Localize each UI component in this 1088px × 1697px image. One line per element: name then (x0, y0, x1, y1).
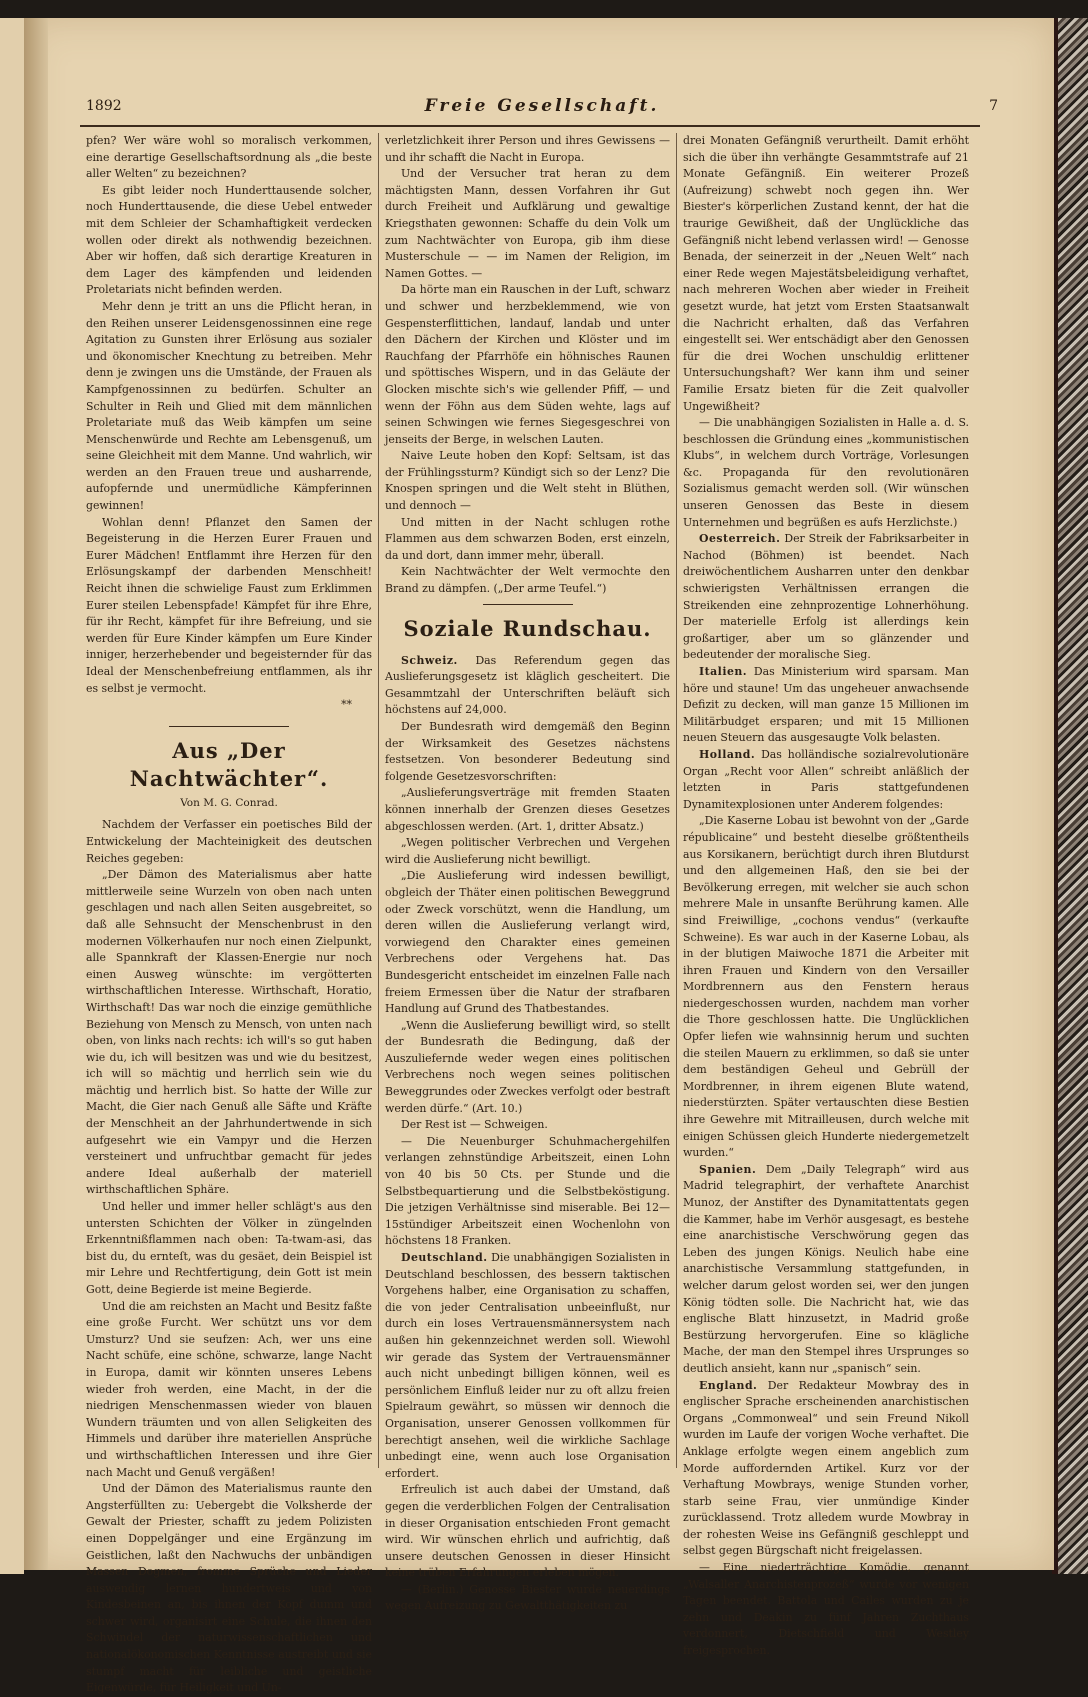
paragraph (683, 1378, 969, 1561)
paragraph-text: Das Referendum gegen das Auslieferungsgesetz ist kläglich gescheitert. Die Gesammtzahl der Unterschriften beläuft sich höchstens auf 24,000. (385, 653, 670, 717)
paragraph-text: Der Redakteur Mowbray des in englischer Sprache erscheinenden anarchistischen Organs „Commonweal“ und sein Freund Nikoll wurden im Laufe der vorigen Woche verhaftet. Die Anklage erfolgte wegen einem angeblich zum Morde auffordernden Artikel. Kurz vor der Verhaftung Mowbrays, wenige Stunden vorher, starb seine Frau, vier unmündige Kinder zurücklassend. Trotz alledem wurde Mowbray in der rohesten Weise ins Gefängniß geschleppt und selbst gegen Bürgschaft nicht freigelassen. (683, 1378, 969, 1558)
paragraph: Und heller und immer heller schlägt's aus den untersten Schichten der Völker in züngelnden Erkenntnißflammen nach oben: Ta-twam-asi, das bist du, du ernteſt, was du gesäet, dein Beispiel ist mir Lehre und Rechtfertigung, dein Gott ist mein Gott, deine Begierde ist meine Begierde. (86, 1200, 372, 1296)
paragraph (683, 664, 969, 747)
paragraph: „Die Kaserne Lobau ist bewohnt von der „Garde républicaine“ und besteht dieselbe größtentheils aus Korsikanern, berüchtigt durch ihren Blutdurst und den allgemeinen Haß, den sie bei der Bevölkerung erregen, mit welcher sie auch schon mehrere Male in unsanfte Berührung kamen. Alle sind Freiwillige, „cochons vendus“ (verkaufte Schweine). Es war auch in der Kaserne Lobau, als in der blutigen Maiwoche 1871 die Arbeiter mit ihren Frauen und Kindern von den Versailler Mordbrennern aus den Fenstern heraus niedergeschossen wurden, nachdem man vorher die Thore geschlossen hatte. Die Unglücklichen Opfer liefen wie wahnsinnig herum und suchten die steilen Mauern zu erklimmen, so daß sie unter dem beständigen Geheul und Gebrüll der Mordbrenner, in ihrem eigenen Blute watend, niederstürzten. Später vertauschten diese Bestien ihre Gewehre mit Mitrailleusen, durch welche mit einigen Schüssen gleich Hunderte niedergemetzelt wurden.“ (683, 814, 969, 1160)
header-year: 1892 (86, 98, 122, 114)
paragraph (385, 1250, 670, 1482)
paragraph: pfen? Wer wäre wohl so moralisch verkommen, eine derartige Gesellschaftsordnung als „die beste aller Welten“ zu bezeichnen? (86, 134, 372, 181)
author-stars: ** (341, 698, 352, 712)
separator-rule (483, 604, 573, 605)
country-heading: Deutschland. (401, 1251, 488, 1264)
section-title: Soziale Rundschau. (403, 615, 652, 641)
paragraph: Da hörte man ein Rauschen in der Luft, schwarz und schwer und herzbeklemmend, wie von Gespensterflittichen, landauf, landab und unter den Dächern der Kirchen und Klöster und im Rauchfang der Pfarrhöfe ein höhnisches Raunen und spöttisches Wispern, und in das Geläute der Glocken mischte sich's wie gellender Pfiff, — und wenn der Föhn aus dem Süden wehte, lags auf seinen Schwingen wie fernes Siegesgeschrei von jenseits der Berge, in welschen Lauten. (385, 283, 670, 446)
paragraph (683, 531, 969, 664)
paragraph (385, 653, 670, 719)
paragraph: Der Rest ist — Schweigen. (401, 1118, 548, 1132)
country-heading: Spanien. (699, 1162, 757, 1176)
paragraph-text: Die unabhängigen Sozialisten in Deutschland beschlossen, des bessern taktischen Vorgehens halber, eine Organisation zu schaffen, die von jeder Centralisation unbeeinflußt, nur durch ein loses Vertrauensmännersystem nach außen hin gekennzeichnet werden soll. Wiewohl wir gerade das System der Vertrauensmänner auch nicht unbedingt billigen können, weil es persönlichem Einfluß leider nur zu oft allzu freien Spielraum gewährt, so müssen wir dennoch die Organisation, unserer Genossen vollkommen für berechtigt ansehen, weil die wirkliche Sachlage unbedingt eine, wenn auch lose Organisation erfordert. (385, 1251, 670, 1480)
country-heading: England. (699, 1378, 758, 1392)
paragraph (385, 564, 670, 597)
paragraph (683, 747, 969, 813)
paragraph: — (Berlin.) Genosse Biester wurde neuerdings wegen Aufreizung zu Gewaltthätigkeiten zu (385, 1582, 670, 1613)
paragraph-text: Kein Nachtwächter der Welt vermochte den Brand zu dämpfen. (385, 565, 670, 596)
column-3 (683, 133, 969, 1660)
paragraph: Erfreulich ist auch dabei der Umstand, daß gegen die verderblichen Folgen der Centralisation in dieser Organisation entschieden Front gemacht wird. Wir wünschen ehrlich und aufrichtig, daß unsere deutschen Genossen in dieser Hinsicht keine trüben Erfahrungen erleben mögen. (385, 1483, 670, 1580)
separator-rule (169, 726, 289, 727)
book-cover-edge (1052, 18, 1088, 1574)
article-title: Aus „Der Nachtwächter“. (129, 737, 329, 791)
column-divider (378, 133, 379, 1468)
paragraph: Es gibt leider noch Hunderttausende solcher, noch Hunderttausende, die diese Uebel entweder mit dem Schleier der Schamhaftigkeit verdecken wollen oder direkt als nothwendig bezeichnen. Aber wir hoffen, daß sich derartige Kreaturen in dem Lager des kämpfenden und leidenden Proletariats nicht befinden werden. (86, 183, 372, 297)
paragraph: Der Bundesrath wird demgemäß den Beginn der Wirksamkeit des Gesetzes nächstens festsetzen. Von besonderer Bedeutung sind folgende Gesetzesvorschriften: (385, 720, 670, 783)
article-author: Von M. G. Conrad. (180, 796, 278, 809)
paragraph-text: Das Ministerium wird sparsam. Man höre und staune! Um das ungeheuer anwachsende Defizit zu decken, will man ganze 15 Millionen im Militärbudget ersparen; und mit 15 Millionen neuen Steuern das ausgesaugte Volk belasten. (683, 665, 969, 745)
page-header (86, 96, 998, 122)
page-gutter (24, 18, 48, 1570)
paragraph: „Auslieferungsverträge mit fremden Staaten können innerhalb der Grenzen dieses Gesetzes abgeschlossen werden. (Art. 1, dritter Absatz.) (385, 786, 670, 833)
paragraph-text: Das holländische sozialrevolutionäre Organ „Recht voor Allen“ schreibt anläßlich der letzten in Paris stattgefundenen Dynamitexplosionen unter Anderem folgendes: (683, 747, 969, 811)
paragraph: Und der Versucher trat heran zu dem mächtigsten Mann, dessen Vorfahren ihr Gut durch Freiheit und Aufklärung und gewaltige Kriegsthaten gewonnen: Schaffe du dein Volk um zum Nachtwächter von Europa, gib ihm diese Musterschule — — im Namen der Religion, im Namen Gottes. — (385, 167, 670, 280)
paragraph: Wohlan denn! Pflanzet den Samen der Begeisterung in die Herzen Eurer Frauen und Eurer Mädchen! Entflammt ihre Herzen für den Erlösungskampf der darbenden Menschheit! Reicht ihnen die schwielige Faust zum Erklimmen Eurer steilen Lebenspfade! Kämpfet für ihre Ehre, für ihr Recht, kämpfet für ihre Befreiung, und sie werden für Eure Kinder kämpfen um Eure Kinder inniger, herzerhebender und begeisternder für das Ideal der Menschenbefreiung entflammen, als ihr es selbst je vermocht. (86, 515, 372, 695)
paragraph (683, 1162, 969, 1378)
paragraph: verletzlichkeit ihrer Person und ihres Gewissens — und ihr schafft die Nacht in Europa. (385, 134, 670, 164)
column-divider (676, 133, 677, 1468)
paragraph: Und mitten in der Nacht schlugen rothe Flammen aus dem schwarzen Boden, erst einzeln, da und dort, dann immer mehr, überall. (385, 515, 670, 562)
paragraph: Mehr denn je tritt an uns die Pflicht heran, in den Reihen unserer Leidensgenossinnen eine rege Agitation zu Gunsten ihrer Erlösung aus sozialer und ökonomischer Knechtung zu betreiben. Mehr denn je zwingen uns die Umstände, der Frauen als Kampfgenossinnen zu bedürfen. Schulter an Schulter in Reih und Glied mit dem männlichen Proletariate muß das Weib kämpfen um seine Menschenwürde und Rechte am Lebensgenuß, um seine Gleichheit mit dem Manne. Und wahrlich, wir werden an den Frauen treue und ausharrende, aufopfernde und unermüdliche Kämpferinnen gewinnen! (86, 299, 373, 513)
marbled-edge (1058, 18, 1088, 1574)
paragraph: — Die unabhängigen Sozialisten in Halle a. d. S. beschlossen die Gründung eines „kommunistischen Klubs“, in welchem durch Vorträge, Vorlesungen &c. Propaganda für den revolutionären Sozialismus gemacht werden soll. (Wir wünschen unseren Genossen das Beste in diesem Unternehmen und begrüßen es aufs Herzlichste.) (683, 416, 969, 529)
masthead-title: Freie Gesellschaft. (424, 96, 660, 116)
paragraph: „Der Dämon des Materialismus aber hatte mittlerweile seine Wurzeln von oben nach unten geschlagen und nach allen Seiten ausgebreitet, so daß alle Sehnsucht der Menschenbrust in den modernen Völkerhaufen nur noch einen Zielpunkt, alle Spannkraft der Klassen-Energie nur noch einen Ausweg wünschte: im vergötterten wirthschaftlichen Interesse. Wirthschaft, Horatio, Wirthschaft! Das war noch die einzige gemüthliche Beziehung von Mensch zu Mensch, von unten nach oben, von links nach rechts: ich will's so gut haben wie du, ich will besitzen was und wie du besitzest, ich will so mächtig und herrlich sein wie du mächtig und herrlich bist. So hatte der Wille zur Macht, die Gier nach Genuß alle Säfte und Kräfte der Menschheit an der Jahrhundertwende in sich aufgesehrt wie ein Vampyr und die Herzen versteinert und unfruchtbar gemacht für jedes andere Ideal außerhalb der materiell wirthschaftlichen Sphäre. (86, 868, 372, 1197)
paragraph: Naive Leute hoben den Kopf: Seltsam, ist das der Frühlingssturm? Kündigt sich so der Lenz? Die Knospen springen und die Welt steht in Blüthen, und dennoch — (385, 449, 670, 513)
paragraph: Nachdem der Verfasser ein poetisches Bild der Entwickelung der Machteinigkeit des deutschen Reiches gegeben: (86, 818, 372, 865)
country-heading: Oesterreich. (699, 532, 781, 546)
paragraph: Und der Dämon des Materialismus raunte den Angsterfüllten zu: Uebergebt die Volksherde der Gewalt der Priester, schafft zu jedem Polizisten einen Doppelgänger und eine Ergänzung im Geistlichen, laßt den Nachwuchs der unbändigen Massen Dogmen, fromme Sprüche und Lieder auswendig lernen hundertweis und von Kindesbeinen an, bis ihnen der Kopf dumm und schwer wird, organisirt eine Schule, die ihnen den Schwindel der naturwissenschaftlichen und nationalökonomischen Kenntnisse austreibt und sie stumpf macht für leibliche und geistliche Eigenwürde, für Heiligkeit und Un- (86, 1482, 372, 1695)
paragraph-text: Dem „Daily Telegraph“ wird aus Madrid telegraphirt, der verhaftete Anarchist Munoz, der Anstifter des Dynamitattentats gegen die Kammer, habe im Verhör ausgesagt, es bestehe eine anarchistische Verschwörung gegen das Leben des jungen Königs. Neulich habe eine anarchistische Versammlung stattgefunden, in welcher darum gelost worden sei, wer den jungen König tödten solle. Die Nachricht hat, wie das englische Blatt hinzusetzt, in Madrid große Bestürzung hervorgerufen. Eine so klägliche Mache, der man den Stempel ihres Ursprunges so deutlich ansieht, kann nur „spanisch“ sein. (683, 1162, 969, 1375)
paragraph: „Die Auslieferung wird indessen bewilligt, obgleich der Thäter einen politischen Beweggrund oder Zweck vorschützt, wenn die Handlung, um deren willen die Auslieferung verlangt wird, vorwiegend den Charakter eines gemeinen Verbrechens oder Vergehens hat. Das Bundesgericht entscheidet im einzelnen Falle nach freiem Ermessen über die Natur der strafbaren Handlung auf Grund des Thatbestandes. (385, 869, 670, 1016)
paragraph: Und die am reichsten an Macht und Besitz faßte eine große Furcht. Wer schützt uns vor dem Umsturz? Und sie seufzen: Ach, wer uns eine Nacht schüfe, eine schöne, schwarze, lange Nacht in Europa, damit wir könnten unseres Lebens wieder froh werden, eine Macht, in der die niedrigen Menschenmassen wieder von blauen Wundern träumten und von allen Seligkeiten des Himmels und darüber ihre materiellen Ansprüche und wirthschaftlichen Interessen und ihre Gier nach Macht und Genuß vergäßen! (86, 1299, 372, 1479)
paragraph: „Wenn die Auslieferung bewilligt wird, so stellt der Bundesrath die Bedingung, daß der Auszuliefernde weder wegen eines politischen Verbrechens noch wegen seines politischen Beweggrundes oder Zweckes verfolgt oder bestraft werden dürfe.“ (Art. 10.) (385, 1018, 670, 1115)
country-heading: Schweiz. (401, 653, 458, 667)
country-heading: Holland. (699, 747, 756, 761)
paragraph: — Die Neuenburger Schuhmachergehilfen verlangen zehnstündige Arbeitszeit, einen Lohn von 40 bis 50 Cts. per Stunde und die Selbstbequartierung und die Selbstbeköstigung. Die jetzigen Verhältnisse sind miserable. Bei 12—15stündiger Arbeitszeit einen Wochenlohn von höchstens 18 Franken. (385, 1134, 670, 1248)
paragraph: — Eine niederträchtige Komödie, genannt „Walsaller Anarchistenprozeß“ wurde vor wenigen Tagen beendet. Battola und Cailes wurden zu je zehn und Deakin zu fünf Jahren Zuchthaus verdonnert, Dietschfield und Westley freigesprochen. (683, 1561, 969, 1658)
column-2 (385, 133, 670, 1615)
book-binding-left (0, 18, 24, 1574)
paragraph-text: Der Streik der Fabriksarbeiter in Nachod (Böhmen) ist beendet. Nach dreiwöchentlichem Ausharren unter den denkbar schwierigsten Verhältnissen errangen die Streikenden eine zehnprozentige Lohnerhöhung. Der materielle Erfolg ist allerdings kein großartiger, aber um so glänzender und bedeutender der moralische Sieg. (683, 532, 969, 662)
column-1 (86, 133, 372, 1697)
header-rule (80, 125, 980, 127)
paragraph: „Wegen politischer Verbrechen und Vergehen wird die Auslieferung nicht bewilligt. (385, 836, 670, 866)
country-heading: Italien. (699, 665, 748, 678)
paragraph: drei Monaten Gefängniß verurtheilt. Damit erhöht sich die über ihn verhängte Gesammtstrafe auf 21 Monate Gefängniß. Ein weiterer Prozeß (Aufreizung) schwebt noch gegen ihn. Wer Biester's körperlichen Zustand kennt, der hat die traurige Gewißheit, daß der Unglückliche das Gefängniß nicht lebend verlassen wird! — Genosse Benada, der seinerzeit in der „Neuen Welt“ nach einer Rede wegen Majestätsbeleidigung verhaftet, nach mehreren Wochen aber wieder in Freiheit gesetzt wurde, hat jetzt vom Ersten Staatsanwalt die Nachricht erhalten, daß das Verfahren eingestellt sei. Wer entschädigt aber den Genossen für die drei Wochen unschuldig erlittener Untersuchungshaft? Wer kann ihm und seiner Familie Ersatz bieten für die Zeit qualvoller Ungewißheit? (683, 134, 969, 413)
page-number: 7 (989, 98, 998, 114)
source-citation: („Der arme Teufel.“) (493, 582, 607, 596)
